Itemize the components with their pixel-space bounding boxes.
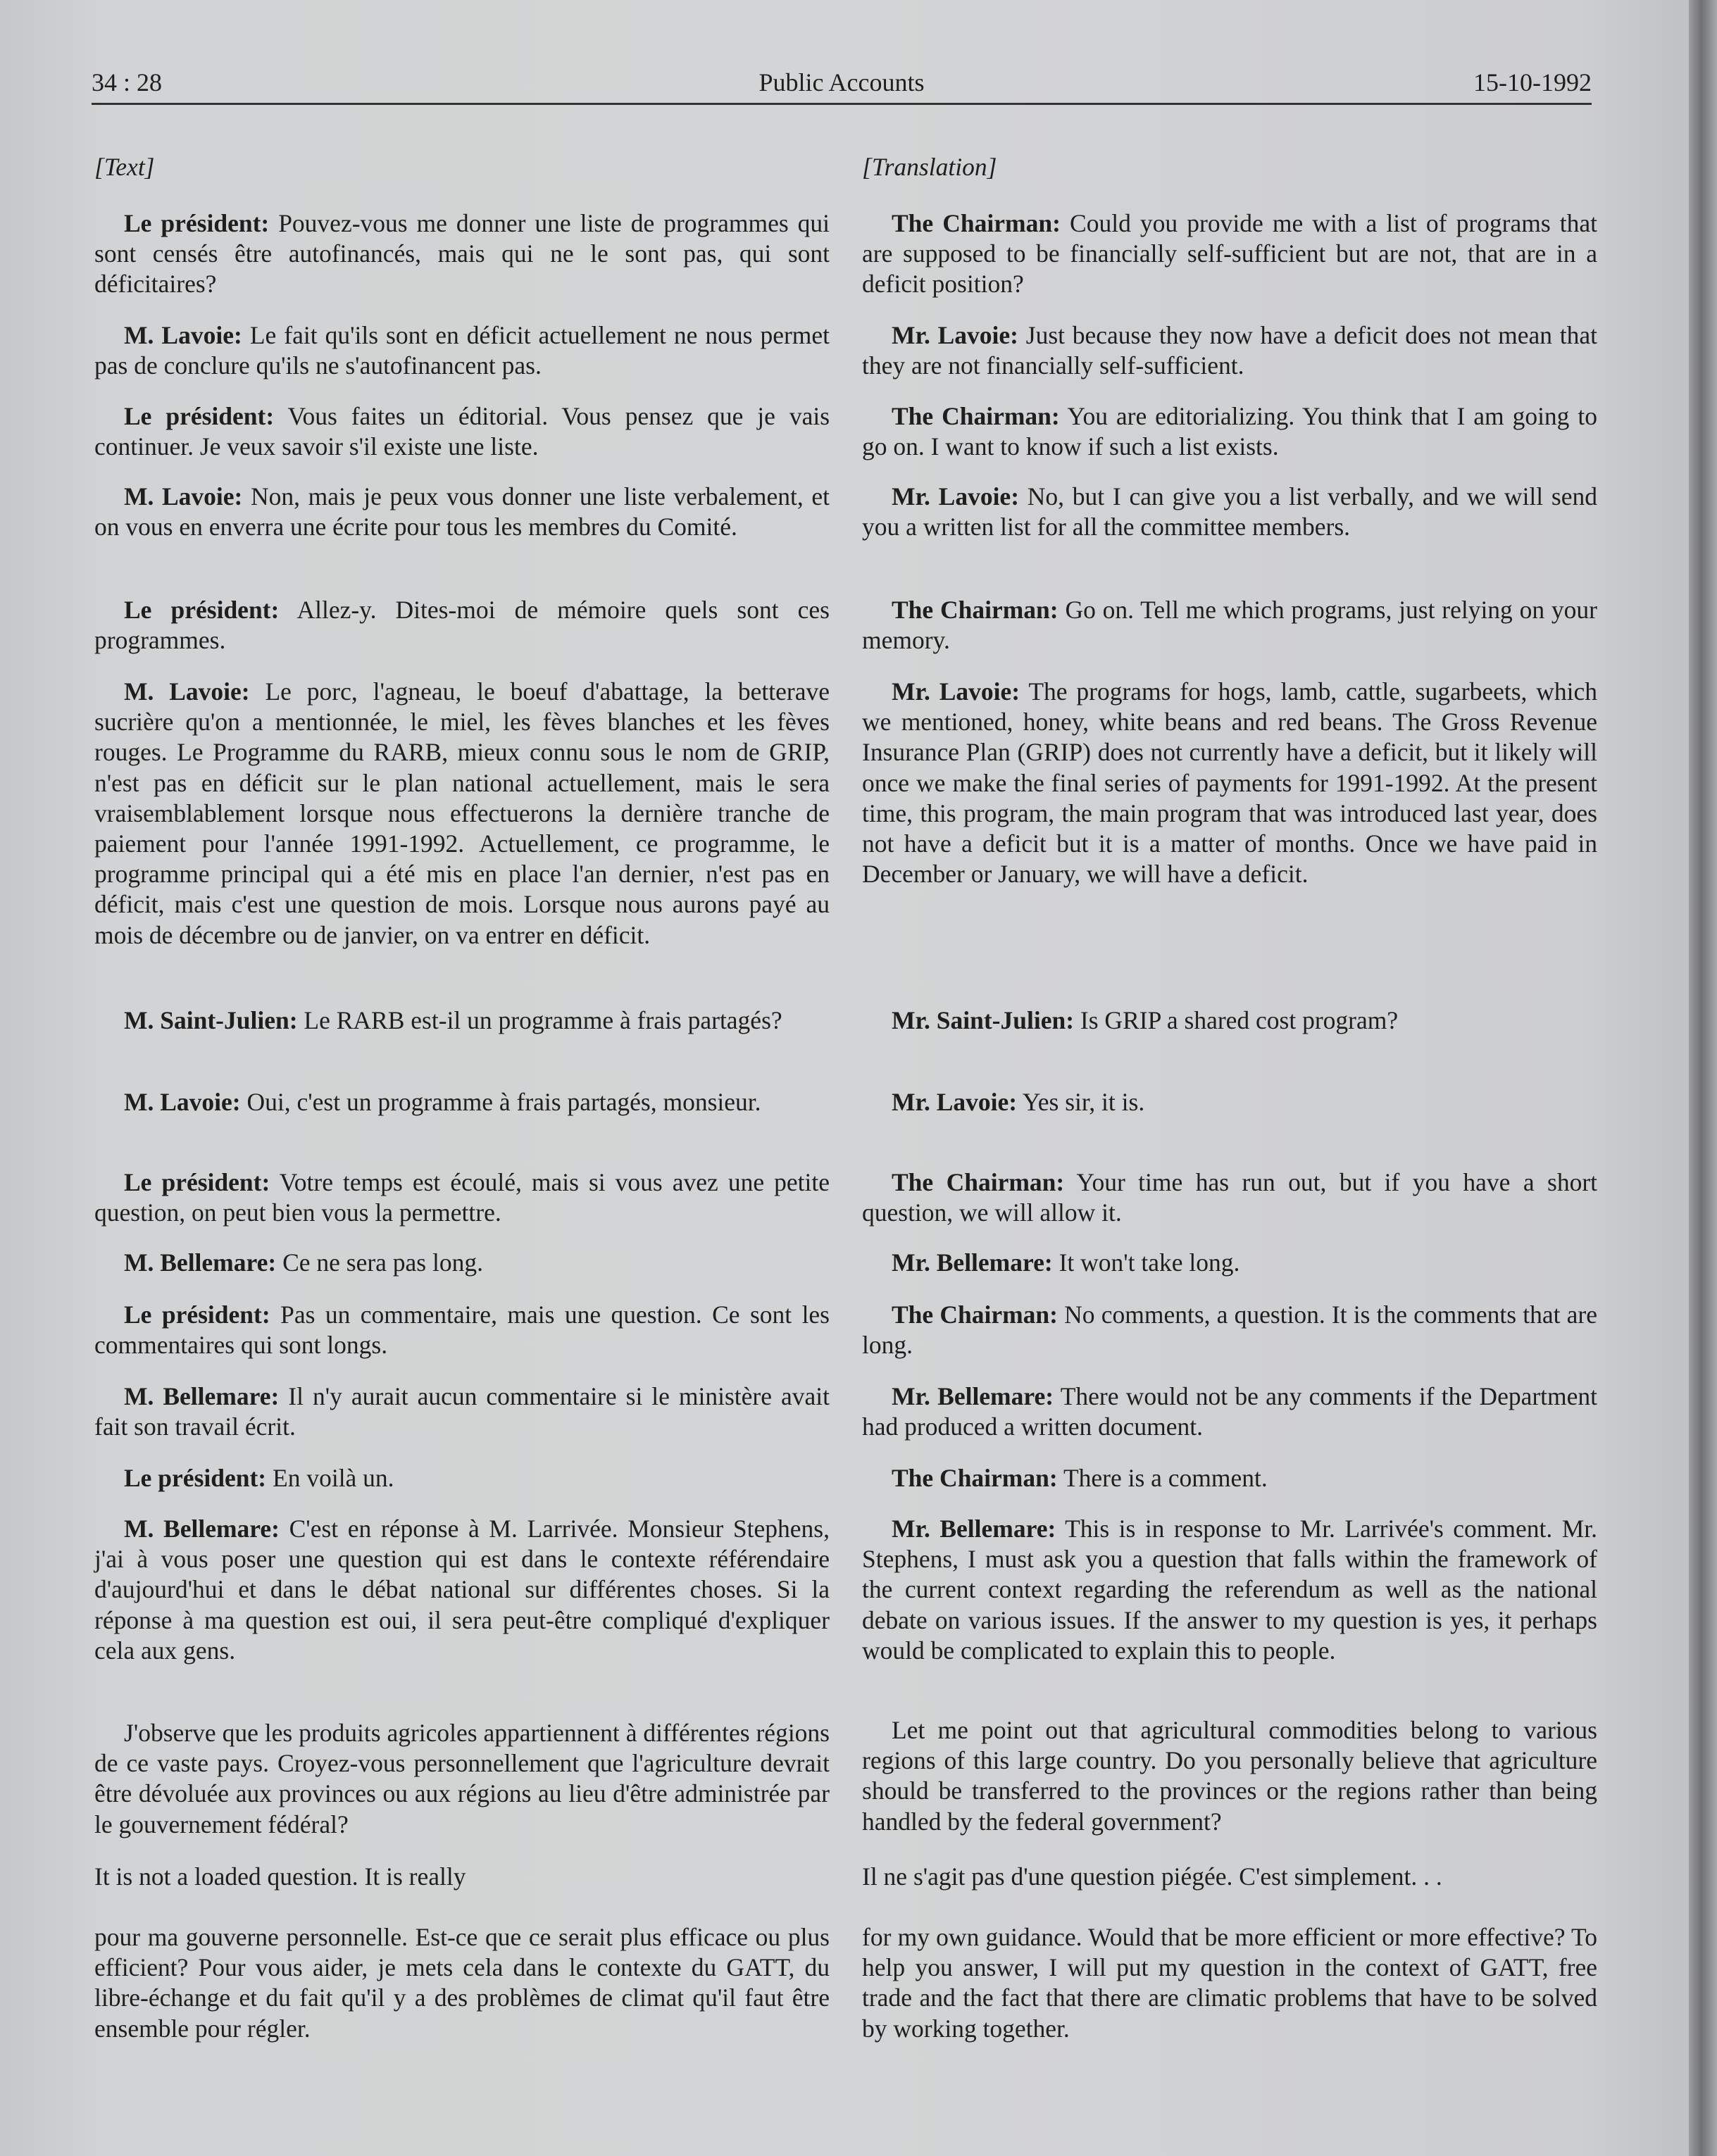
transcript-paragraph: [94, 1167, 830, 1228]
transcript-paragraph: [862, 1005, 1597, 1036]
speech-text: It won't take long.: [1059, 1248, 1240, 1277]
transcript-paragraph: [94, 1514, 830, 1666]
speaker-name: Le président:: [124, 1464, 267, 1492]
speaker-name: The Chairman:: [892, 209, 1061, 237]
page-reference: 34 : 28: [92, 68, 163, 96]
speaker-name: Mr. Bellemare:: [892, 1248, 1053, 1277]
transcript-paragraph: [94, 401, 830, 462]
speech-text: It is not a loaded question. It is really: [94, 1862, 466, 1891]
speaker-name: Mr. Lavoie:: [892, 321, 1018, 349]
transcript-paragraph: [94, 677, 830, 951]
speech-text: Le RARB est-il un programme à frais partagés?: [304, 1006, 782, 1034]
transcript-paragraph: [94, 1922, 830, 2044]
transcript-paragraph: [862, 482, 1597, 542]
speech-text: Go on. Tell me which programs, just relying on your memory.: [862, 596, 1597, 655]
speech-text: Vous faites un éditorial. Vous pensez que je vais continuer. Je veux savoir s'il existe une liste.: [94, 402, 830, 461]
transcript-paragraph: [862, 320, 1597, 381]
speaker-name: M. Bellemare:: [124, 1382, 280, 1410]
transcript-paragraph: [862, 677, 1597, 889]
speaker-name: Mr. Saint-Julien:: [892, 1006, 1075, 1034]
transcript-paragraph: [94, 1718, 830, 1840]
speech-text: There would not be any comments if the Department had produced a written document.: [862, 1382, 1598, 1441]
speaker-name: Mr. Lavoie:: [892, 677, 1020, 706]
transcript-paragraph: [94, 1862, 830, 1892]
transcript-paragraph: [862, 1248, 1597, 1278]
speaker-name: M. Lavoie:: [124, 1088, 241, 1116]
page-title: Public Accounts: [758, 68, 925, 96]
speech-text: pour ma gouverne personnelle. Est-ce que ce serait plus efficace ou plus efficient? Pour vous aider, je mets cela dans le contexte du GATT, du libre-échange et du fait qu'il y a des problèmes de climat qu'il faut être ensemble pour régler.: [94, 1923, 830, 2043]
transcript-paragraph: [94, 1005, 830, 1036]
transcript-paragraph: [862, 1514, 1597, 1666]
speech-text: Ce ne sera pas long.: [282, 1248, 483, 1277]
page-header: [92, 68, 1592, 105]
speech-text: Let me point out that agricultural commodities belong to various regions of this large country. Do you personally believe that agriculture should be transferred to the provinces or the regions rather than being handled by the federal government?: [862, 1716, 1597, 1836]
transcript-paragraph: [862, 1087, 1597, 1117]
transcript-paragraph: [94, 1381, 830, 1442]
speaker-name: M. Bellemare:: [124, 1515, 280, 1543]
speech-text: Your time has run out, but if you have a short question, we will allow it.: [862, 1168, 1598, 1227]
speech-text: You are editorializing. You think that I am going to go on. I want to know if such a list exists.: [862, 402, 1597, 461]
transcript-paragraph: [862, 1463, 1597, 1493]
speaker-name: The Chairman:: [892, 1301, 1058, 1329]
column-tag: [Translation]: [862, 153, 997, 181]
speech-text: The programs for hogs, lamb, cattle, sugarbeets, which we mentioned, honey, white beans and red beans. The Gross Revenue Insurance Plan (GRIP) does not currently have a deficit, but it likely will once we make the final series of payments for 1991-1992. At the present time, this program, the main program that was introduced last year, does not have a deficit but it is a matter of months. Once we have paid in December or January, we will have a deficit.: [862, 677, 1597, 889]
speech-text: Il ne s'agit pas d'une question piégée. C'est simplement. . .: [862, 1862, 1442, 1891]
transcript-paragraph: [94, 595, 830, 656]
speaker-name: Mr. Lavoie:: [892, 482, 1020, 510]
speech-text: Votre temps est écoulé, mais si vous avez une petite question, on peut bien vous la permettre.: [94, 1168, 830, 1227]
speech-text: C'est en réponse à M. Larrivée. Monsieur Stephens, j'ai à vous poser une question qui est dans le contexte référendaire d'aujourd'hui et dans le débat national sur différentes choses. Si la réponse à ma question est oui, il sera peut-être compliqué d'expliquer cela aux gens.: [94, 1515, 830, 1665]
speaker-name: The Chairman:: [892, 402, 1060, 430]
speaker-name: M. Lavoie:: [124, 482, 243, 510]
transcript-paragraph: [94, 1248, 830, 1278]
transcript-paragraph: [862, 1715, 1597, 1837]
speech-text: Could you provide me with a list of programs that are supposed to be financially self-sufficient but are not, that are in a deficit position?: [862, 209, 1597, 299]
speaker-name: M. Bellemare:: [124, 1248, 277, 1277]
speaker-name: The Chairman:: [892, 1464, 1058, 1492]
speaker-name: Le président:: [124, 402, 275, 430]
speech-text: J'observe que les produits agricoles appartiennent à différentes régions de ce vaste pays. Croyez-vous personnellement que l'agriculture devrait être dévoluée aux provinces ou aux régions au lieu d'être administrée par le gouvernement fédéral?: [94, 1719, 830, 1838]
speech-text: Le porc, l'agneau, le boeuf d'abattage, la betterave sucrière qu'on a mentionnée, le miel, les fèves blanches et les fèves rouges. Le Programme du RARB, mieux connu sous le nom de GRIP, n'est pas en déficit sur le plan national actuellement, mais le sera vraisemblablement lorsque nous effectuerons la dernière tranche de paiement pour l'année 1991-1992. Actuellement, ce programme, le programme principal qui a été mis en place l'an dernier, n'est pas en déficit, mais c'est une question de mois. Lorsque nous aurons payé au mois de décembre ou de janvier, on va entrer en déficit.: [94, 677, 830, 949]
transcript-paragraph: [94, 1463, 830, 1493]
transcript-paragraph: [862, 1167, 1597, 1228]
speaker-name: The Chairman:: [892, 1168, 1065, 1196]
speech-text: En voilà un.: [273, 1464, 394, 1492]
transcript-paragraph: [862, 208, 1597, 300]
speech-text: Non, mais je peux vous donner une liste verbalement, et on vous en enverra une écrite pour tous les membres du Comité.: [94, 482, 830, 541]
speaker-name: M. Saint-Julien:: [124, 1006, 298, 1034]
speaker-name: Mr. Bellemare:: [892, 1515, 1056, 1543]
speaker-name: Le président:: [124, 1168, 270, 1196]
transcript-paragraph: [862, 1300, 1597, 1360]
transcript-paragraph: [862, 1381, 1597, 1442]
speech-text: No, but I can give you a list verbally, and we will send you a written list for all the committee members.: [862, 482, 1597, 541]
speaker-name: Le président:: [124, 596, 280, 624]
column-tag: [Text]: [94, 153, 155, 181]
speech-text: Il n'y aurait aucun commentaire si le ministère avait fait son travail écrit.: [94, 1382, 830, 1441]
speech-text: Oui, c'est un programme à frais partagés, monsieur.: [246, 1088, 761, 1116]
speech-text: This is in response to Mr. Larrivée's comment. Mr. Stephens, I must ask you a question that falls within the framework of the current context regarding the referendum as well as the national debate on various issues. If the answer to my question is yes, it perhaps would be complicated to explain this to people.: [862, 1515, 1598, 1665]
speaker-name: Le président:: [124, 209, 270, 237]
transcript-paragraph: [94, 320, 830, 381]
speech-text: Is GRIP a shared cost program?: [1080, 1006, 1399, 1034]
speech-text: Yes sir, it is.: [1022, 1088, 1145, 1116]
transcript-paragraph: [862, 1862, 1597, 1892]
speaker-name: M. Lavoie:: [124, 321, 242, 349]
transcript-paragraph: [94, 1087, 830, 1117]
transcript-paragraph: [862, 401, 1597, 462]
transcript-paragraph: [94, 482, 830, 542]
page-date: 15-10-1992: [1473, 68, 1592, 96]
speaker-name: Le président:: [124, 1301, 270, 1329]
transcript-paragraph: [94, 208, 830, 300]
speech-text: Pas un commentaire, mais une question. Ce sont les commentaires qui sont longs.: [94, 1301, 830, 1360]
speech-text: Le fait qu'ils sont en déficit actuellement ne nous permet pas de conclure qu'ils ne s'autofinancent pas.: [94, 321, 830, 380]
speech-text: for my own guidance. Would that be more efficient or more effective? To help you answer, I will put my question in the context of GATT, free trade and the fact that there are climatic problems that have to be solved by working together.: [862, 1923, 1597, 2043]
speech-text: Allez-y. Dites-moi de mémoire quels sont ces programmes.: [94, 596, 830, 655]
speech-text: There is a comment.: [1063, 1464, 1268, 1492]
speaker-name: The Chairman:: [892, 596, 1059, 624]
speech-text: Just because they now have a deficit does not mean that they are not financially self-sufficient.: [862, 321, 1598, 380]
book-spine-shadow: [1689, 0, 1717, 2156]
speaker-name: Mr. Bellemare:: [892, 1382, 1054, 1410]
transcript-paragraph: [862, 595, 1597, 656]
speech-text: Pouvez-vous me donner une liste de programmes qui sont censés être autofinancés, mais qui ne le sont pas, qui sont déficitaires?: [94, 209, 830, 299]
speaker-name: M. Lavoie:: [124, 677, 250, 706]
speech-text: No comments, a question. It is the comments that are long.: [862, 1301, 1597, 1360]
speaker-name: Mr. Lavoie:: [892, 1088, 1018, 1116]
transcript-paragraph: [862, 1922, 1597, 2044]
transcript-paragraph: [94, 1300, 830, 1360]
